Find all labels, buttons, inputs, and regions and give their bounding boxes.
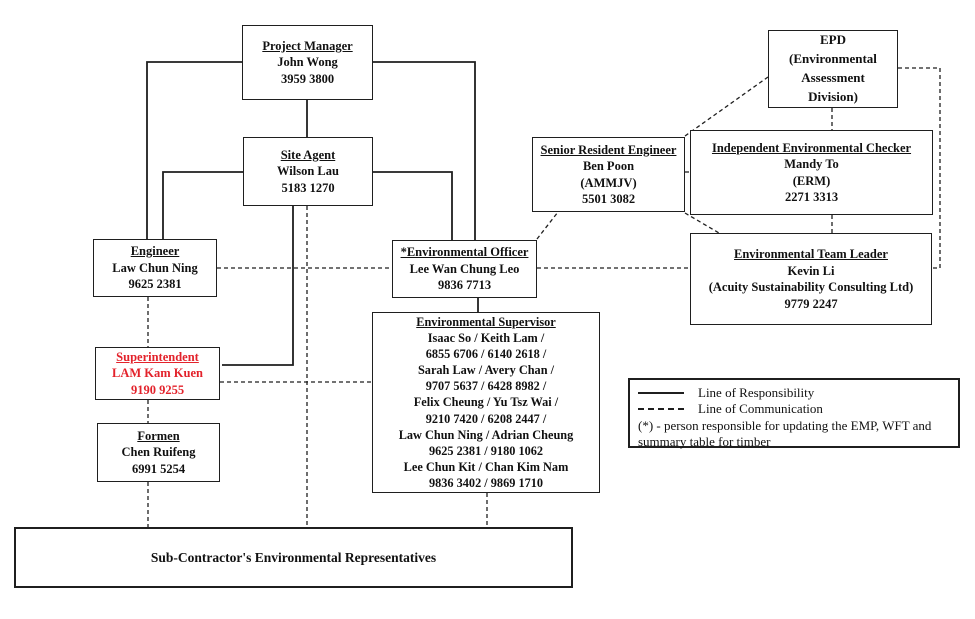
epd-title: EPD (Environmental Assessment Division): [789, 32, 877, 104]
iec-phone: 2271 3313: [784, 190, 839, 204]
environmental-supervisor-line: 9836 3402 / 9869 1710: [428, 475, 544, 490]
formen-name: Chen Ruifeng: [121, 445, 196, 460]
environmental-supervisor-line: 9707 5637 / 6428 8982 /: [425, 379, 547, 394]
site-agent-title: Site Agent: [280, 147, 336, 162]
legend-communication-label: Line of Communication: [698, 400, 823, 416]
line-eo-sre: [537, 212, 558, 239]
line-sre-etl: [685, 213, 719, 233]
site-agent-name: Wilson Lau: [277, 164, 339, 179]
iec-org: (ERM): [792, 173, 831, 188]
environmental-supervisor-line: 9210 7420 / 6208 2447 /: [425, 411, 547, 426]
project-manager-title: Project Manager: [262, 38, 353, 53]
etl-name: Kevin Li: [787, 263, 835, 278]
sre-title: Senior Resident Engineer: [540, 142, 677, 157]
iec-title: Independent Environmental Checker: [711, 140, 912, 155]
line-sa-eo: [373, 172, 452, 240]
environmental-supervisor-line: Lee Chun Kit / Chan Kim Nam: [403, 459, 569, 474]
project-manager-name: John Wong: [277, 55, 338, 70]
site-agent-phone: 5183 1270: [281, 180, 335, 195]
node-epd: [768, 30, 898, 108]
environmental-officer-name: Lee Wan Chung Leo: [409, 261, 520, 276]
legend-responsibility-row: [638, 385, 950, 401]
etl-phone: 9779 2247: [784, 296, 838, 311]
legend-communication-row: [638, 401, 950, 417]
environmental-supervisor-line: Law Chun Ning / Adrian Cheung: [398, 427, 574, 442]
node-superintendent: [95, 347, 220, 400]
etl-org: (Acuity Sustainability Consulting Ltd): [708, 280, 914, 294]
environmental-supervisor-line: Isaac So / Keith Lam /: [427, 331, 545, 346]
formen-title: Formen: [137, 428, 180, 443]
sub-contractor-title: Sub-Contractor's Environmental Representatives: [150, 549, 437, 565]
node-sub-contractor: [14, 527, 573, 588]
etl-title: Environmental Team Leader: [734, 247, 888, 261]
superintendent-title: Superintendent: [116, 349, 199, 364]
dashed-line-sample: [638, 408, 684, 410]
node-senior-resident-engineer: [532, 137, 685, 212]
project-manager-phone: 3959 3800: [280, 71, 335, 86]
environmental-supervisor-line: 6855 6706 / 6140 2618 /: [425, 347, 547, 362]
legend: [628, 378, 960, 448]
node-engineer: [93, 239, 217, 297]
legend-note-line1: (*) - person responsible for updating the EMP, WFT and: [638, 418, 932, 433]
environmental-officer-phone: 9836 7713: [437, 278, 492, 293]
engineer-name: Law Chun Ning: [112, 260, 198, 275]
superintendent-phone: 9190 9255: [130, 382, 185, 397]
formen-phone: 6991 5254: [131, 461, 186, 476]
engineer-title: Engineer: [130, 244, 180, 259]
node-independent-environmental-checker: [690, 130, 933, 215]
sre-phone: 5501 3082: [581, 192, 636, 206]
node-site-agent: [243, 137, 373, 206]
line-pm-engineer: [147, 62, 242, 239]
legend-note: [638, 418, 950, 451]
line-sa-engineer: [163, 172, 243, 239]
environmental-supervisor-line: Sarah Law / Avery Chan /: [417, 363, 555, 378]
node-environmental-officer: [392, 240, 537, 298]
iec-name: Mandy To: [784, 157, 839, 171]
legend-responsibility-label: Line of Responsibility: [698, 384, 815, 400]
node-project-manager: [242, 25, 373, 100]
line-sre-epd: [685, 77, 768, 136]
environmental-officer-title: *Environmental Officer: [400, 245, 529, 260]
engineer-phone: 9625 2381: [128, 277, 182, 292]
legend-note-line2: summary table for timber: [638, 434, 771, 450]
environmental-supervisor-line: Felix Cheung / Yu Tsz Wai /: [413, 395, 559, 410]
solid-line-sample: [638, 392, 684, 394]
sre-org: (AMMJV): [580, 175, 637, 190]
node-formen: [97, 423, 220, 482]
node-environmental-supervisor: [372, 312, 600, 493]
line-pm-eo: [373, 62, 475, 240]
line-sa-superintendent: [222, 206, 293, 365]
environmental-supervisor-title: Environmental Supervisor: [416, 314, 556, 329]
sre-name: Ben Poon: [582, 159, 635, 173]
environmental-supervisor-line: 9625 2381 / 9180 1062: [428, 443, 544, 458]
superintendent-name: LAM Kam Kuen: [112, 366, 203, 381]
node-environmental-team-leader: [690, 233, 932, 325]
